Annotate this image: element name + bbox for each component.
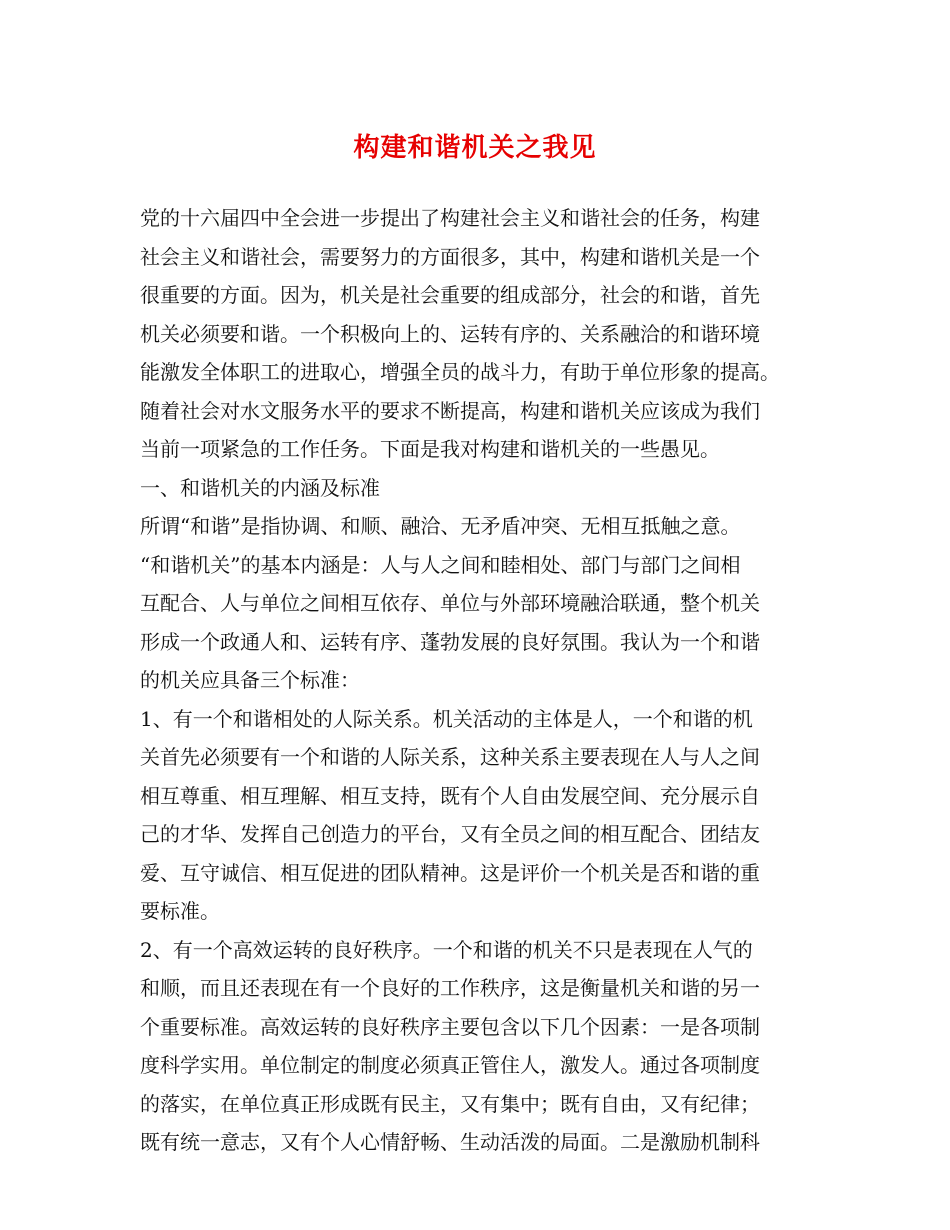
paragraph-line: 度科学实用。单位制定的制度必须真正管住人，激发人。通过各项制度 [140, 1053, 760, 1077]
paragraph-line: 相互尊重、相互理解、相互支持，既有个人自由发展空间、充分展示自 [140, 783, 760, 808]
paragraph-line: 要标准。 [140, 899, 220, 923]
paragraph-line: 的机关应具备三个标准： [140, 668, 360, 692]
paragraph-line: 机关必须要和谐。一个积极向上的、运转有序的、关系融洽的和谐环境 [140, 321, 760, 346]
paragraph-line: 社会主义和谐社会，需要努力的方面很多，其中，构建和谐机关是一个 [140, 244, 760, 269]
document-body [140, 199, 830, 1162]
paragraph-line: 当前一项紧急的工作任务。下面是我对构建和谐机关的一些愚见。 [140, 437, 720, 461]
paragraph-line: 爱、互守诚信、相互促进的团队精神。这是评价一个机关是否和谐的重 [140, 860, 760, 885]
paragraph-line: 的落实，在单位真正形成既有民主，又有集中；既有自由，又有纪律； [140, 1091, 760, 1116]
paragraph-line: 既有统一意志，又有个人心情舒畅、生动活泼的局面。二是激励机制科 [140, 1130, 760, 1154]
paragraph-line: 很重要的方面。因为，机关是社会重要的组成部分，社会的和谐，首先 [140, 283, 760, 307]
paragraph-line: 2、有一个高效运转的良好秩序。一个和谐的机关不只是表现在人气的 [140, 937, 753, 962]
paragraph-line: 互配合、人与单位之间相互依存、单位与外部环境融洽联通，整个机关 [140, 591, 760, 615]
paragraph-line: 能激发全体职工的进取心，增强全员的战斗力，有助于单位形象的提高。 [140, 360, 780, 384]
document-title: 构建和谐机关之我见 [353, 133, 597, 163]
paragraph-line: 形成一个政通人和、运转有序、蓬勃发展的良好氛围。我认为一个和谐 [140, 629, 760, 654]
paragraph-line: 1、有一个和谐相处的人际关系。机关活动的主体是人，一个和谐的机 [140, 706, 753, 731]
paragraph-line: 关首先必须要有一个和谐的人际关系，这种关系主要表现在人与人之间 [140, 745, 760, 769]
paragraph-line: “和谐机关”的基本内涵是：人与人之间和睦相处、部门与部门之间相 [140, 552, 741, 577]
paragraph-line: 一、和谐机关的内涵及标准 [140, 475, 380, 500]
paragraph-line: 己的才华、发挥自己创造力的平台，又有全员之间的相互配合、团结友 [140, 822, 760, 846]
paragraph-line: 随着社会对水文服务水平的要求不断提高，构建和谐机关应该成为我们 [140, 398, 760, 423]
paragraph-line: 和顺，而且还表现在有一个良好的工作秩序，这是衡量机关和谐的另一 [140, 976, 760, 1000]
paragraph-line: 党的十六届四中全会进一步提出了构建社会主义和谐社会的任务，构建 [140, 206, 760, 230]
paragraph-line: 个重要标准。高效运转的良好秩序主要包含以下几个因素：一是各项制 [140, 1014, 760, 1039]
paragraph-line: 所谓“和谐”是指协调、和顺、融洽、无矛盾冲突、无相互抵触之意。 [140, 514, 741, 538]
